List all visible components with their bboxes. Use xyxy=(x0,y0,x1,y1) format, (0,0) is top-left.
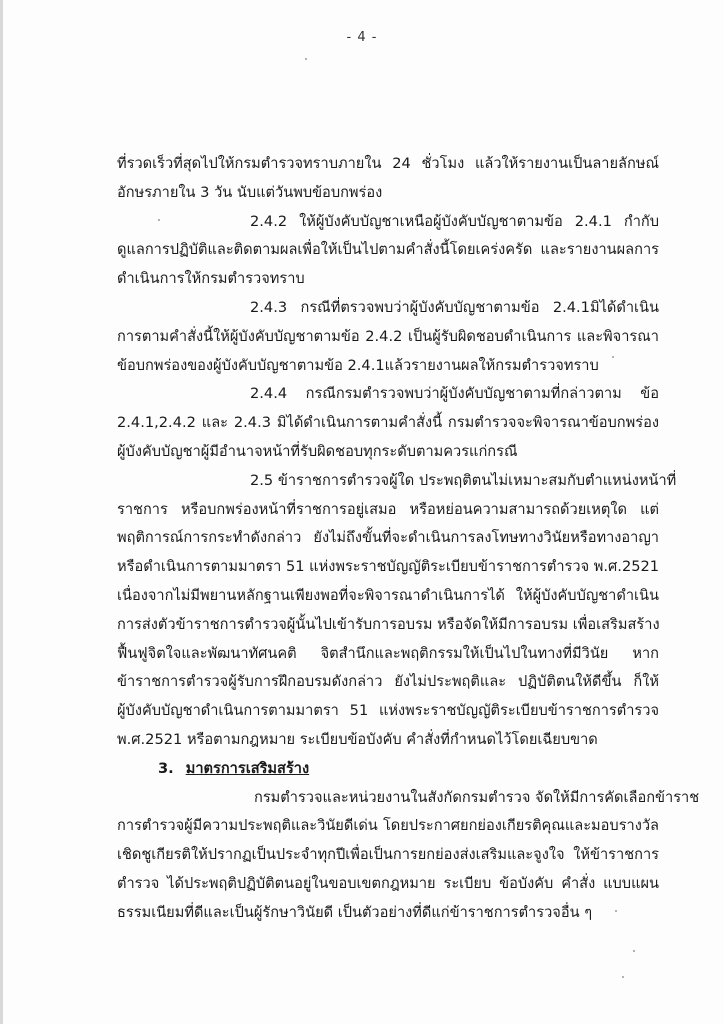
section-title: มาตรการเสริมสร้าง xyxy=(185,759,310,777)
text-line: 2.4.2 ให้ผู้บังคับบัญชาเหนือผู้บังคับบัญชาตามข้อ 2.4.1 กำกับ xyxy=(250,212,659,230)
text-line: ธรรมเนียมที่ดีและเป็นผู้รักษาวินัยดี เป็นตัวอย่างที่ดีแก่ข้าราชการตำรวจอื่น ๆ xyxy=(117,903,593,921)
text-line: 2.5 ข้าราชการตำรวจผู้ใด ประพฤติตนไม่เหมาะสมกับตำแหน่งหน้าที่ xyxy=(250,471,677,489)
text-line: ราชการ หรือบกพร่องหน้าที่ราชการอยู่เสมอ หรือหย่อนความสามารถด้วยเหตุใด แต่ xyxy=(117,500,659,518)
text-line: ผู้บังคับบัญชาดำเนินการตามมาตรา 51 แห่งพระราชบัญญัติระเบียบข้าราชการตำรวจ xyxy=(117,702,659,720)
section-3-heading xyxy=(117,755,659,784)
text-line: การตำรวจผู้มีความประพฤติและวินัยดีเด่น โดยประกาศยกย่องเกียรติคุณและมอบรางวัล xyxy=(117,817,659,835)
text-line: เชิดชูเกียรติให้ปรากฏเป็นประจำทุกปีเพื่อเป็นการยกย่องส่งเสริมและจูงใจ ให้ข้าราชการ xyxy=(117,846,659,864)
scan-speck xyxy=(622,976,624,978)
scan-speck xyxy=(305,58,307,60)
text-line: ตำรวจ ได้ประพฤติปฏิบัติตนอยู่ในขอบเขตกฎหมาย ระเบียบ ข้อบังคับ คำสั่ง แบบแผน xyxy=(117,874,659,892)
paragraph-2-5 xyxy=(117,467,677,755)
scan-speck xyxy=(612,356,614,358)
text-line: ข้อบกพร่องของผู้บังคับบัญชาตามข้อ 2.4.1แล้วรายงานผลให้กรมตำรวจทราบ xyxy=(117,356,599,374)
text-line: ฟื้นฟูจิตใจและพัฒนาทัศนคติ จิตสำนึกและพฤติกรรมให้เป็นไปในทางที่มีวินัย หาก xyxy=(117,644,659,662)
page-number: - 4 - xyxy=(346,30,378,45)
text-line: เนื่องจากไม่มีพยานหลักฐานเพียงพอที่จะพิจารณาดำเนินการได้ ให้ผู้บังคับบัญชาดำเนิน xyxy=(117,586,659,604)
text-line: กรมตำรวจและหน่วยงานในสังกัดกรมตำรวจ จัดให้มีการคัดเลือกข้าราช xyxy=(254,788,700,806)
text-line: ข้าราชการตำรวจผู้รับการฝึกอบรมดังกล่าว ยังไม่ประพฤติและ ปฏิบัติตนให้ดีขึ้น ก็ให้ xyxy=(117,673,659,691)
text-line: พ.ศ.2521 หรือตามกฎหมาย ระเบียบข้อบังคับ คำสั่งที่กำหนดไว้โดยเฉียบขาด xyxy=(117,730,598,748)
text-line: 2.4.1,2.4.2 และ 2.4.3 มิได้ดำเนินการตามคำสั่งนี้ กรมตำรวจจะพิจารณาข้อบกพร่อง xyxy=(117,414,659,432)
section-number: 3. xyxy=(158,759,174,777)
scan-speck xyxy=(158,219,160,221)
text-line: อักษรภายใน 3 วัน นับแต่วันพบข้อบกพร่อง xyxy=(117,183,383,201)
text-line: การตามคำสั่งนี้ให้ผู้บังคับบัญชาตามข้อ 2.4.2 เป็นผู้รับผิดชอบดำเนินการ และพิจารณา xyxy=(117,327,659,345)
text-line: พฤติการณ์การกระทำดังกล่าว ยังไม่ถึงขั้นที่จะดำเนินการลงโทษทางวินัยหรือทางอาญา xyxy=(117,529,659,547)
paragraph-2-4-3 xyxy=(117,294,659,380)
scan-left-edge xyxy=(0,0,3,1024)
paragraph-2-4-2 xyxy=(117,208,659,294)
paragraph-2-4-4 xyxy=(117,380,659,466)
text-line: หรือดำเนินการตามมาตรา 51 แห่งพระราชบัญญัติระเบียบข้าราชการตำรวจ พ.ศ.2521 xyxy=(117,558,660,576)
text-line: 2.4.4 กรณีกรมตำรวจพบว่าผู้บังคับบัญชาตามที่กล่าวตาม ข้อ xyxy=(250,385,659,403)
paragraph-continuation xyxy=(117,150,659,208)
scan-speck xyxy=(615,910,617,912)
text-line: ผู้บังคับบัญชาผู้มีอำนาจหน้าที่รับผิดชอบทุกระดับตามควรแก่กรณี xyxy=(117,442,518,460)
paragraph-section-3 xyxy=(117,784,700,928)
text-line: ที่รวดเร็วที่สุดไปให้กรมตำรวจทราบภายใน 24 ชั่วโมง แล้วให้รายงานเป็นลายลักษณ์ xyxy=(117,155,659,172)
text-line: ดูแลการปฏิบัติและติดตามผลเพื่อให้เป็นไปตามคำสั่งนี้โดยเคร่งครัด และรายงานผลการ xyxy=(117,241,659,259)
text-line: การส่งตัวข้าราชการตำรวจผู้นั้นไปเข้ารับการอบรม หรือจัดให้มีการอบรม เพื่อเสริมสร้าง xyxy=(117,615,660,633)
text-line: ดำเนินการให้กรมตำรวจทราบ xyxy=(117,270,305,288)
scan-speck xyxy=(633,950,635,952)
document-body xyxy=(117,150,700,928)
text-line: 2.4.3 กรณีที่ตรวจพบว่าผู้บังคับบัญชาตามข้อ 2.4.1มิได้ดำเนิน xyxy=(250,298,659,316)
